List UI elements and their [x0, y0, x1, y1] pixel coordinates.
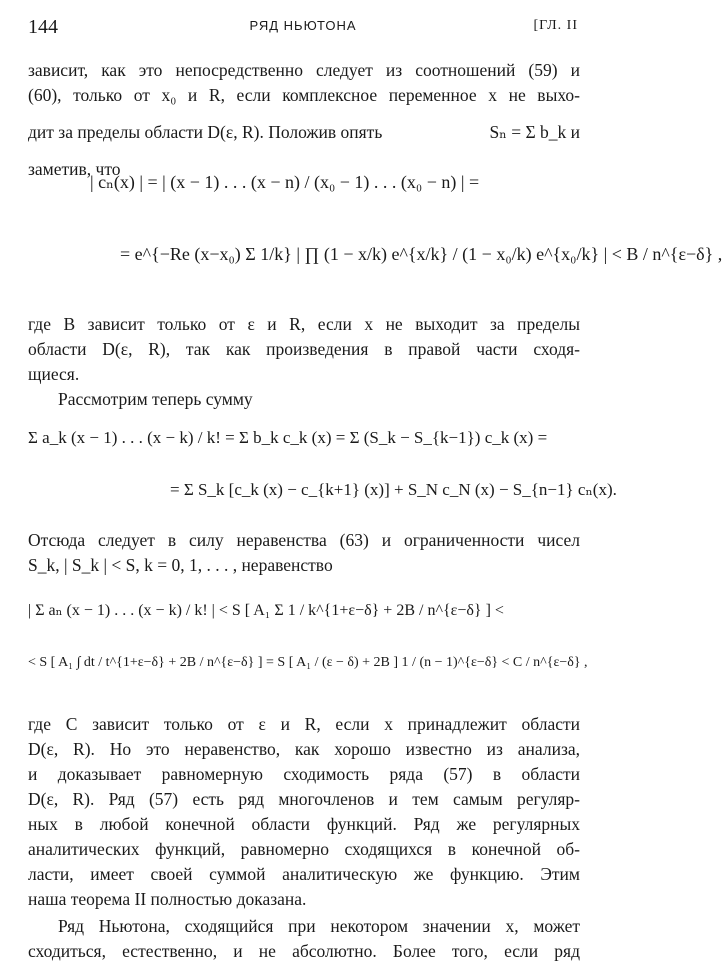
text-line: щиеся.: [28, 364, 80, 384]
text-fragment: дит за пределы области D(ε, R). Положив опять: [28, 122, 383, 142]
text-line: аналитических функций, равномерно сходящихся в конечной об-: [28, 839, 580, 859]
text-line: Рассмотрим теперь сумму: [58, 389, 253, 409]
page-header: [28, 12, 578, 40]
text-line: заметив, что: [28, 159, 121, 179]
running-title: РЯД НЬЮТОНА: [249, 18, 357, 33]
formula-uniform-bound-line-1: | Σ aₙ (x − 1) . . . (x − k) / k! | < S [ A₁ Σ 1 / k^{1+ε−δ} + 2B / n^{ε−δ} ] <: [28, 602, 504, 619]
text-line: где B зависит только от ε и R, если x не выходит за пределы: [28, 314, 580, 334]
paragraph-1: [28, 58, 580, 182]
text-line: Ряд Ньютона, сходящийся при некотором значении x, может: [58, 916, 580, 936]
text-line: S_k, | S_k | < S, k = 0, 1, . . . , неравенство: [28, 555, 333, 575]
formula-abel-summation-line-2: = Σ S_k [c_k (x) − c_{k+1} (x)] + S_N c_N (x) − S_{n−1} cₙ(x).: [170, 480, 617, 499]
text-line: D(ε, R). Ряд (57) есть ряд многочленов и тем самым регуляр-: [28, 789, 580, 809]
formula-uniform-bound-line-2: < S [ A₁ ∫ dt / t^{1+ε−δ} + 2B / n^{ε−δ} ] = S [ A₁ / (ε − δ) + 2B ] 1 / (n − 1)^{ε−δ} < C / n^{ε−δ} ,: [28, 655, 588, 670]
text-line: и доказывает равномерную сходимость ряда (57) в области: [28, 764, 580, 784]
text-line: где C зависит только от ε и R, если x принадлежит области: [28, 714, 580, 734]
chapter-label: [ГЛ. II: [533, 18, 578, 33]
text-line: ласти, имеет своей суммой аналитическую же функцию. Этим: [28, 864, 580, 884]
formula-coefficient-bound-line-1: | cₙ(x) | = | (x − 1) . . . (x − n) / (x₀ − 1) . . . (x₀ − n) | =: [90, 172, 480, 192]
paragraph-5: [28, 914, 580, 964]
text-line: Отсюда следует в силу неравенства (63) и ограниченности чисел: [28, 530, 580, 550]
formula-abel-summation-line-1: Σ a_k (x − 1) . . . (x − k) / k! = Σ b_k c_k (x) = Σ (S_k − S_{k−1}) c_k (x) =: [28, 428, 548, 447]
text-line: [28, 120, 580, 145]
paragraph-2: [28, 312, 580, 412]
formula-coefficient-bound-line-2: = e^{−Re (x−x₀) Σ 1/k} | ∏ (1 − x/k) e^{x/k} / (1 − x₀/k) e^{x₀/k} | < B / n^{ε−δ} ,: [120, 244, 722, 264]
paragraph-4: [28, 712, 580, 912]
text-line: сходиться, естественно, и не абсолютно. Более того, если ряд: [28, 941, 580, 961]
text-line: зависит, как это непосредственно следует из соотношений (59) и: [28, 60, 580, 80]
page-number: 144: [28, 16, 58, 38]
text-line: области D(ε, R), так как произведения в правой части сходя-: [28, 339, 580, 359]
text-line: наша теорема II полностью доказана.: [28, 889, 307, 909]
text-fragment: Sₙ = Σ b_k и: [489, 122, 580, 142]
text-line: D(ε, R). Но это неравенство, как хорошо известно из анализа,: [28, 739, 580, 759]
paragraph-3: [28, 528, 580, 578]
text-line: (60), только от x₀ и R, если комплексное переменное x не выхо-: [28, 85, 580, 105]
text-line: ных в любой конечной области функций. Ряд же регулярных: [28, 814, 580, 834]
